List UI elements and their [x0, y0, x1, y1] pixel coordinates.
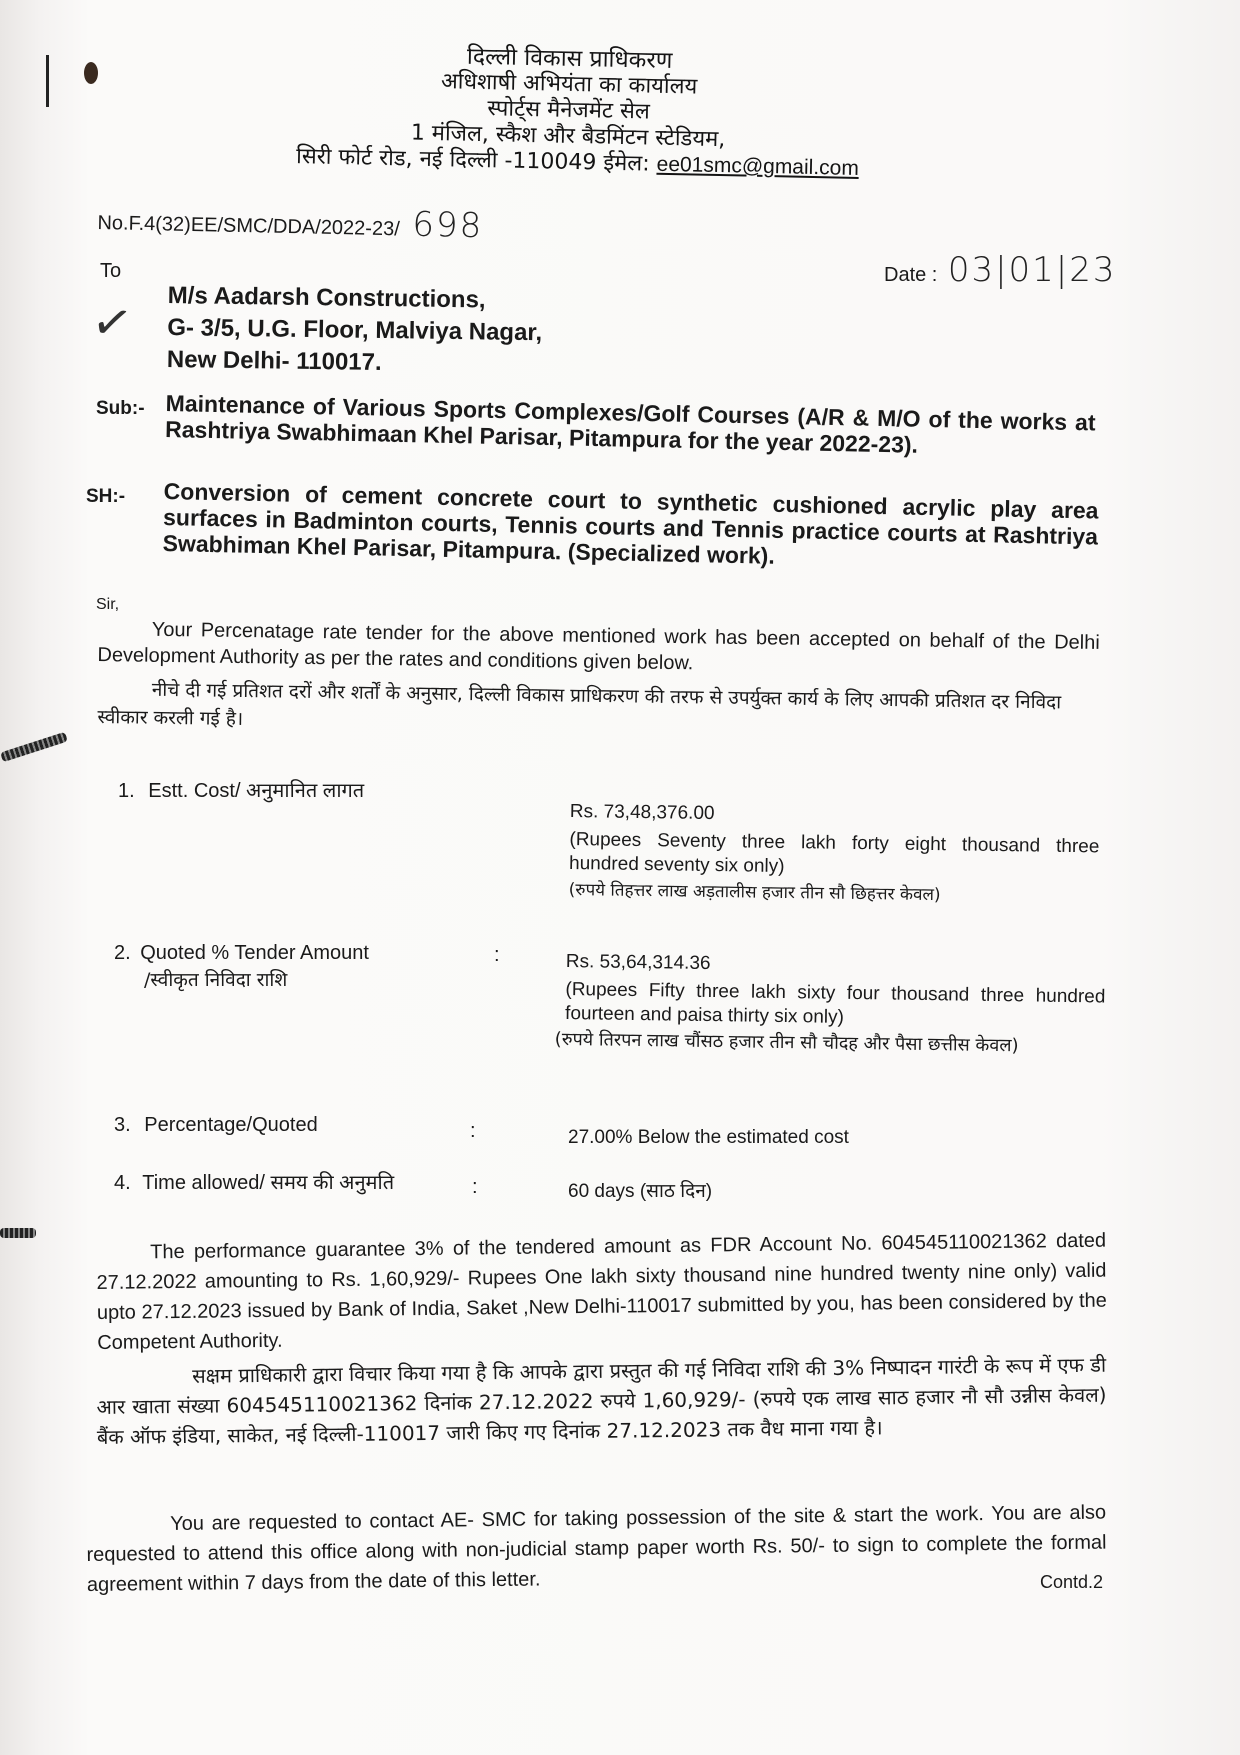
letterhead-address: सिरी फोर्ट रोड, नई दिल्ली -110049 ईमेल: ee01smc@gmail.com [295, 144, 860, 180]
item-1-value [569, 800, 1100, 911]
date-line [884, 250, 1117, 290]
time-allowed-value: 60 days (साठ दिन) [568, 1181, 713, 1202]
recipient-name: M/s Aadarsh Constructions, [167, 281, 486, 314]
reference-number: No.F.4(32)EE/SMC/DDA/2022-23/ [97, 211, 400, 241]
tender-amount-words-en: (Rupees Fifty three lakh sixty four thousand three hundred fourteen and paisa thirty six only) [564, 978, 1106, 1028]
recipient-address-line2: New Delhi- 110017. [166, 345, 382, 376]
date-label: Date : [884, 264, 938, 286]
handwritten-date: 03|01|23 [947, 250, 1117, 290]
item-2-colon: : [494, 944, 500, 966]
tender-amount: Rs. 53,64,314.36 [565, 950, 711, 975]
item-4-label: 4. Time allowed/ समय की अनुमति [114, 1172, 395, 1194]
binding-spring-icon [0, 1228, 36, 1238]
to-label: To [100, 260, 122, 282]
subject-label: Sub:- [96, 398, 145, 419]
letterhead-org: दिल्ली विकास प्राधिकरण [466, 43, 673, 75]
salutation: Sir, [96, 596, 120, 613]
subject-text: Maintenance of Various Sports Complexes/Golf Courses (A/R & M/O of the works at Rashtriya Swabhimaan Khel Parisar, Pitampura for the year 2022-23). [164, 390, 1096, 458]
guarantee-hindi: सक्षम प्राधिकारी द्वारा विचार किया गया है कि आपके द्वारा प्रस्तुत की गई निविदा राशि की 3% निष्पादन गारंटी के रूप में एफ डी आर खाता संख्या 604545110021362 दिनांक 27.12.2022 रुपये 1,60,929/- (रुपये एक लाख साठ हजार नौ सौ उन्नीस केवल) बैंक ऑफ इंडिया, साकेत, नई दिल्ली-110017 जारी किए गए दिनांक 27.12.2023 तक वैध माना गया है। [96, 1352, 1107, 1449]
recipient-address [167, 280, 543, 381]
punch-mark [46, 55, 49, 107]
tick-mark-icon: ✓ [87, 293, 137, 354]
letterhead-office: अधिशाषी अभियंता का कार्यालय [440, 69, 698, 100]
letterhead [287, 40, 860, 182]
item-4-colon: : [472, 1176, 478, 1198]
item-3-colon: : [470, 1120, 476, 1142]
sh-label: SH:- [86, 486, 126, 507]
recipient-address-line1: G- 3/5, U.G. Floor, Malviya Nagar, [167, 313, 543, 347]
continued-marker: Contd.2 [1040, 1572, 1104, 1592]
sh-text: Conversion of cement concrete court to synthetic cushioned acrylic play area surfaces in Badminton courts, Tennis courts and Tennis practice courts at Rashtriya Swabhiman Khel Parisar, Pitampura. (Specialized work). [162, 478, 1099, 569]
item-3-label: 3. Percentage/Quoted [114, 1114, 318, 1136]
guarantee-english: The performance guarantee 3% of the tendered amount as FDR Account No. 604545110021362 dated 27.12.2022 amounting to Rs. 1,60,929/- Rupees One lakh sixty thousand nine hundred twenty nine only) valid upto 27.12.2023 issued by Bank of India, Saket ,New Delhi-110017 submitted by you, has been considered by the Competent Authority. [96, 1229, 1107, 1354]
intro-hindi: नीचे दी गई प्रतिशत दरों और शर्तों के अनुसार, दिल्ली विकास प्राधिकरण की तरफ से उपर्युक्त कार्य के लिए आपकी प्रतिशत दर निविदा स्वीकार करली गई है। [97, 678, 1062, 731]
item-1-label: 1. Estt. Cost/ अनुमानित लागत [118, 780, 365, 802]
letterhead-floor: 1 मंजिल, स्कैश और बैडमिंटन स्टेडियम, [410, 120, 726, 153]
tender-amount-words-hi: (रुपये तिरपन लाख चौंसठ हजार तीन सौ चौदह और पैसा छत्तीस केवल) [554, 1028, 1019, 1057]
estimated-cost-amount: Rs. 73,48,376.00 [569, 800, 715, 825]
closing-paragraph: You are requested to contact AE- SMC for taking possession of the site & start the work. You are also requested to attend this office along with non-judicial stamp paper worth Rs. 50/- to sign to complete the formal agreement within 7 days from the date of this letter. [86, 1501, 1107, 1596]
letterhead-cell: स्पोर्ट्स मैनेजमेंट सेल [487, 96, 651, 125]
intro-english: Your Percenatage rate tender for the above mentioned work has been accepted on behalf of the Delhi Development Authority as per the rates and conditions given below. [97, 618, 1100, 675]
handwritten-number: 698 [411, 204, 484, 247]
binding-spring-icon [0, 732, 68, 763]
item-2-label: 2. Quoted % Tender Amount /स्वीकृत निविदा राशि [114, 942, 369, 991]
email-link[interactable]: ee01smc@gmail.com [656, 152, 860, 180]
punch-hole [84, 62, 98, 84]
item-2-value [554, 950, 1106, 1062]
percentage-quoted-value: 27.00% Below the estimated cost [568, 1127, 849, 1148]
reference-line [97, 198, 483, 246]
estimated-cost-words-en: (Rupees Seventy three lakh forty eight thousand three hundred seventy six only) [568, 828, 1100, 878]
estimated-cost-words-hi: (रुपये तिहत्तर लाख अड़तालीस हजार तीन सौ छिहत्तर केवल) [568, 879, 941, 906]
